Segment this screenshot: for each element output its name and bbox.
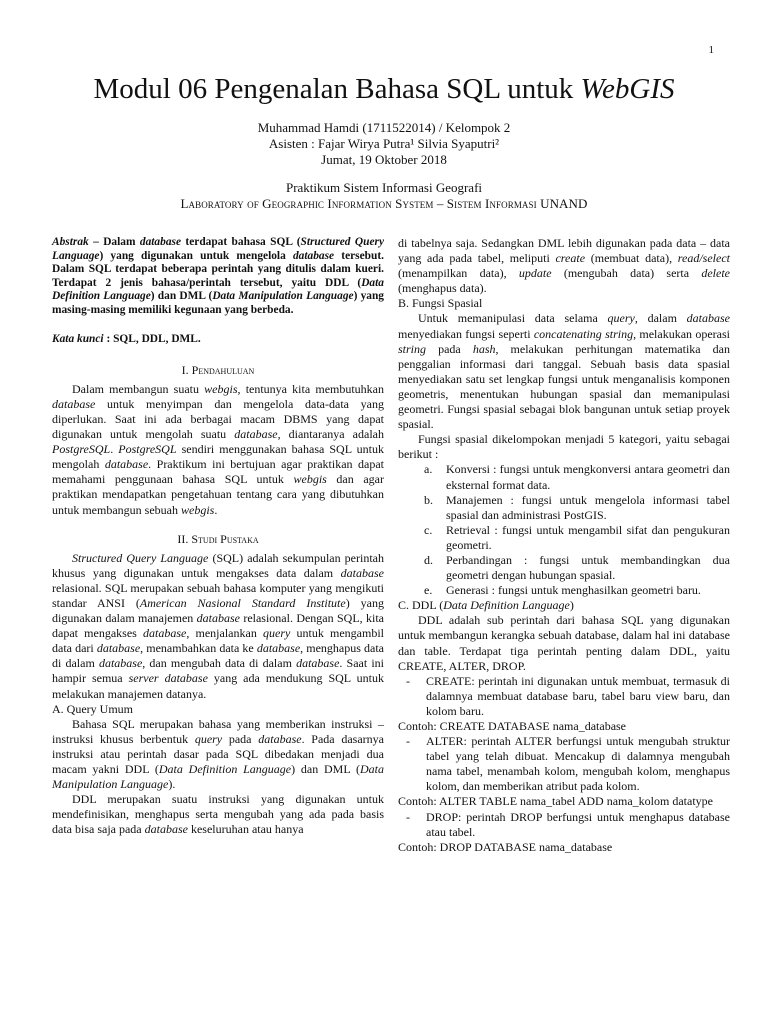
- ddl-alter-list: [398, 734, 730, 794]
- list-marker: b.: [424, 492, 433, 507]
- list-item: [398, 734, 730, 794]
- author-block: [0, 120, 768, 168]
- list-item-text: ALTER: perintah ALTER berfungsi untuk mengubah struktur tabel yang telah dibuat. Mencakup di dalamnya mengubah nama tabel, menambah kolom, mengubah kolom, menghapus kolom, dan memberikan atribut pada kolom.: [426, 734, 730, 794]
- list-marker: -: [406, 673, 410, 688]
- abstract: Abstrak – Dalam database terdapat bahasa SQL (Structured Query Language) yang digunakan untuk mengelola database tersebut. Dalam SQL terdapat beberapa perintah yang ditulis dalam kueri. Terdapat 2 jenis bahasa/perintah tersebut, yaitu DDL (Data Definition Language) dan DML (Data Manipulation Language) yang masing-masing memiliki kegunaan yang berbeda.: [52, 236, 385, 316]
- section-heading-studi-pustaka: II. Studi Pustaka: [177, 531, 259, 546]
- section-heading-pendahuluan: I. Pendahuluan: [181, 362, 255, 377]
- ddl-alter-example: Contoh: ALTER TABLE nama_tabel ADD nama_kolom datatype: [398, 794, 713, 809]
- document-title: [0, 72, 768, 106]
- ddl-drop-example: Contoh: DROP DATABASE nama_database: [398, 839, 613, 854]
- list-item: [398, 553, 730, 583]
- list-item: [398, 810, 730, 840]
- list-item: [398, 462, 730, 492]
- title-italic: WebGIS: [580, 73, 675, 105]
- list-marker: a.: [424, 462, 433, 477]
- subheading-ddl: C. DDL (Data Definition Language): [398, 598, 574, 613]
- ddl-create-example: Contoh: CREATE DATABASE nama_database: [398, 719, 627, 733]
- keywords-label: Kata kunci: [52, 332, 104, 345]
- list-item: [398, 493, 730, 523]
- list-item-text: Perbandingan : fungsi untuk membandingkan dua geometri dengan hubungan spasial.: [446, 552, 730, 583]
- paragraph-fungsi-spasial-1: Untuk memanipulasi data selama query, dalam database menyediakan fungsi seperti concatenating string, melakukan operasi string pada hash, melakukan perhitungan matematika dan penggalian informasi dari tanggal. Sebuah basis data spasial menyediakan satu set lengkap fungsi untuk menganalisis komponen geometris, menentukan hubungan spasial dan memanipulasi geometri. Fungsi spasial sebagai blok bangunan untuk setiap proyek spasial.: [398, 311, 731, 432]
- author-line: Muhammad Hamdi (1711522014) / Kelompok 2: [257, 120, 511, 135]
- list-item-text: Konversi : fungsi untuk mengkonversi antara geometri dan eksternal format data.: [446, 462, 730, 492]
- paragraph-query-umum-1: Bahasa SQL merupakan bahasa yang memberikan instruksi – instruksi khusus berbentuk query pada database. Pada dasarnya instruksi atau perintah dasar pada SQL dibedakan menjadi dua macam yakni DDL (Data Definition Language) dan DML (Data Manipulation Language).: [52, 716, 384, 792]
- date-line: Jumat, 19 Oktober 2018: [321, 152, 447, 167]
- paragraph-ddl: DDL adalah sub perintah dari bahasa SQL yang digunakan untuk membangun kerangka sebuah database, dalam hal ini database dan table. Terdapat tiga perintah penting dalam DDL, yaitu CREATE, ALTER, DROP.: [398, 613, 730, 673]
- paragraph-fungsi-spasial-2: Fungsi spasial dikelompokan menjadi 5 kategori, yaitu sebagai berikut :: [398, 432, 730, 462]
- paragraph-pendahuluan: Dalam membangun suatu webgis, tentunya kita membutuhkan database untuk menyimpan dan mengelola data-data yang diperlukan. Saat ini ada berbagai macam DBMS yang dapat digunakan untuk mengolah suatu database, diantaranya adalah PostgreSQL. PostgreSQL sendiri menggunakan bahasa SQL untuk mengolah database. Praktikum ini bertujuan agar praktikan dapat memahami penggunaan bahasa SQL untuk webgis dan agar praktikan mendapatkan pengetahuan tentang cara yang dibutuhkan untuk membangun sebuah webgis.: [52, 381, 385, 517]
- keywords-value: : SQL, DDL, DML.: [106, 332, 201, 345]
- ddl-create-list: [398, 674, 730, 719]
- fungsi-spasial-list: [398, 462, 730, 598]
- right-column: [398, 236, 730, 855]
- title-main: Modul 06 Pengenalan Bahasa SQL untuk: [93, 73, 574, 105]
- abstract-label: Abstrak: [52, 236, 89, 248]
- assistant-line: Asisten : Fajar Wirya Putra¹ Silvia Syaputri²: [268, 136, 500, 151]
- course-block: [0, 180, 768, 212]
- list-marker: e.: [424, 583, 433, 598]
- page-number: 1: [708, 44, 714, 56]
- paragraph-query-umum-2: DDL merupakan suatu instruksi yang digunakan untuk mendefinisikan, menghapus serta mengubah yang ada pada basis data bisa saja pada database keseluruhan atau hanya: [52, 792, 384, 837]
- list-item: [398, 674, 730, 719]
- lab-line: Laboratory of Geographic Information System – Sistem Informasi UNAND: [180, 196, 588, 211]
- course-line: Praktikum Sistem Informasi Geografi: [285, 180, 483, 195]
- list-item: [398, 583, 730, 598]
- list-item-text: DROP: perintah DROP berfungsi untuk menghapus database atau tabel.: [426, 809, 730, 839]
- paragraph-dml: di tabelnya saja. Sedangkan DML lebih digunakan pada data – data yang ada pada tabel, meliputi create (membuat data), read/select (menampilkan data), update (mengubah data) serta delete (menghapus data).: [398, 236, 731, 296]
- left-column: [52, 236, 384, 837]
- paragraph-studi-pustaka: Structured Query Language (SQL) adalah sekumpulan perintah khusus yang digunakan untuk mengakses data dalam database relasional. SQL merupakan sebuah bahasa komputer yang mengikuti standar ANSI (American Nasional Standard Institute) yang digunakan dalam manajemen database relasional. Dengan SQL, kita dapat mengakses database, menjalankan query untuk mengambil data dari database, menambahkan data ke database, menghapus data di dalam database, dan mengubah data di dalam database. Saat ini hampir semua server database yang ada mendukung SQL untuk melakukan manajemen datanya.: [52, 550, 385, 701]
- list-marker: c.: [424, 522, 433, 537]
- ddl-drop-list: [398, 810, 730, 840]
- list-marker: -: [406, 809, 410, 824]
- list-item-text: Generasi : fungsi untuk menghasilkan geometri baru.: [446, 583, 701, 598]
- subheading-query-umum: A. Query Umum: [52, 701, 133, 716]
- list-item-text: Manajemen : fungsi untuk mengelola informasi tabel spasial dan administrasi PostGIS.: [446, 492, 730, 522]
- list-item-text: CREATE: perintah ini digunakan untuk membuat, termasuk di dalamnya membuat database baru, tabel baru view baru, dan kolom baru.: [426, 673, 730, 718]
- list-marker: d.: [424, 552, 433, 567]
- list-marker: -: [406, 734, 410, 749]
- list-item-text: Retrieval : fungsi untuk mengambil sifat dan pengukuran geometri.: [446, 522, 730, 552]
- subheading-fungsi-spasial: B. Fungsi Spasial: [398, 296, 483, 311]
- list-item: [398, 523, 730, 553]
- keywords: [52, 332, 384, 347]
